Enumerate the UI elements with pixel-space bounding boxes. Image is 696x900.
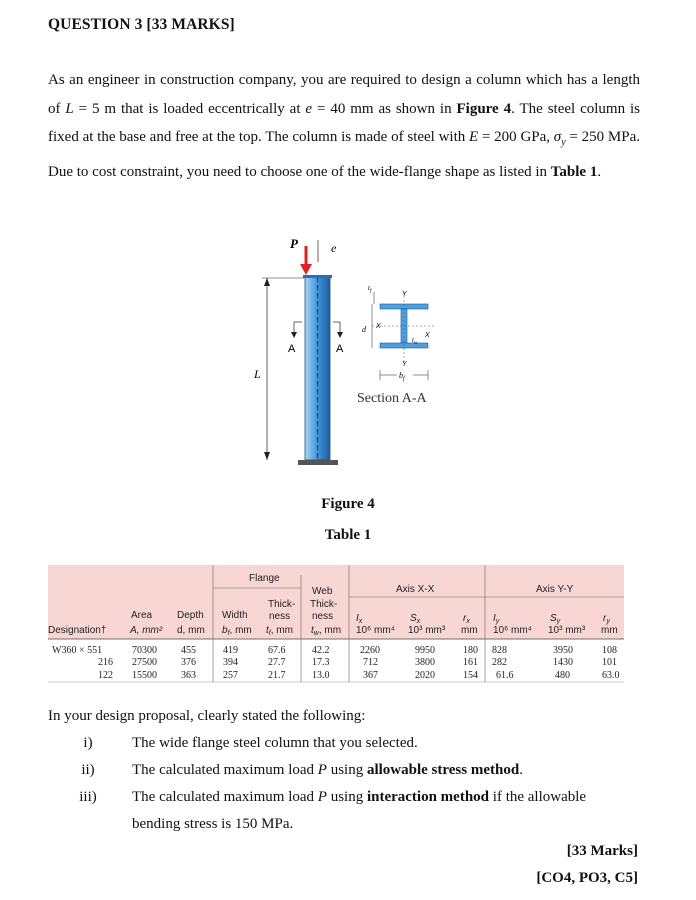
header-sy-unit: 10³ mm³ (548, 625, 586, 636)
statement-text: = 5 m that is loaded eccentrically at (73, 100, 306, 117)
table-graphic (48, 565, 624, 683)
header-flange-thick: Thick- (268, 599, 296, 610)
flange-width-label: $b_f$ (399, 371, 405, 382)
svg-text:154: 154 (463, 670, 478, 681)
header-sx: $S_x$ (410, 613, 421, 625)
length-symbol: L (65, 100, 74, 117)
section-mark-right: A (336, 343, 344, 355)
load-arrow-head (300, 264, 312, 275)
statement-text: = 250 MPa. Due to cost constraint, you need to choose one of the wide-flange shape as listed in (48, 129, 640, 180)
list-text: The calculated maximum load P using allowable stress method. (132, 762, 523, 778)
header-area-unit: A, mm² (130, 625, 163, 636)
svg-text:2020: 2020 (415, 670, 435, 681)
header-web-thick: Thick- (310, 599, 338, 610)
svg-text:363: 363 (181, 670, 196, 681)
web-thickness-label: $t_w$ (412, 336, 418, 346)
header-ry: $r_y$ (603, 613, 610, 625)
header-iy-unit: 10⁶ mm⁴ (493, 625, 532, 636)
length-label: L (254, 367, 261, 381)
svg-text:161: 161 (463, 657, 478, 668)
problem-statement: As an engineer in construction company, you are required to design a column which has a length of L = 5 m that is loaded eccentrically at e = 40 mm as shown in Figure 4. The steel column is fixed at the base and free at the top. The column is made of steel with E = 200 GPa, $\sigma_y = 250$ MPa. Due to cost constraint, you need to choose one of the wide-flange shape as listed in Table 1. (48, 72, 640, 180)
svg-text:15500: 15500 (132, 670, 157, 681)
section-caption: Section A-A (357, 391, 427, 406)
axis-y-bottom: Y (402, 361, 407, 368)
header-width: Width (222, 610, 248, 621)
header-web-thick-unit: $t_w$, mm (311, 625, 342, 637)
column-cap (303, 275, 332, 278)
list-text: The calculated maximum load P using interaction method if the allowable (132, 789, 587, 805)
svg-text:2260: 2260 (360, 645, 380, 656)
header-depth-unit: d, mm (177, 625, 205, 636)
header-flange: Flange (249, 573, 280, 584)
header-designation: Designation† (48, 625, 107, 636)
list-item (48, 762, 648, 782)
fixed-base (298, 460, 338, 465)
svg-text:419: 419 (223, 645, 238, 656)
svg-text:13.0: 13.0 (312, 670, 330, 681)
svg-text:480: 480 (555, 670, 570, 681)
header-depth: Depth (177, 610, 204, 621)
yield-stress-symbol: $\sigma_y$ (553, 129, 566, 149)
list-continuation: bending stress is 150 MPa. (132, 816, 294, 832)
figure-reference: Figure 4 (456, 100, 512, 117)
header-axis-yy: Axis Y-Y (536, 584, 574, 595)
svg-text:61.6: 61.6 (496, 670, 514, 681)
list-number: ii) (81, 762, 95, 778)
svg-text:3950: 3950 (553, 645, 573, 656)
svg-text:27500: 27500 (132, 657, 157, 668)
list-item (48, 735, 648, 755)
table-row (98, 670, 620, 681)
table-reference: Table 1 (550, 163, 598, 180)
axis-x-left: X (376, 323, 381, 330)
section-properties-table (48, 565, 624, 683)
modulus-symbol: E (469, 129, 479, 146)
svg-text:216: 216 (98, 657, 113, 668)
svg-text:27.7: 27.7 (268, 657, 286, 668)
svg-text:W360 × 551: W360 × 551 (52, 645, 103, 656)
svg-text:257: 257 (223, 670, 238, 681)
header-ry-unit: mm (601, 625, 618, 636)
svg-text:70300: 70300 (132, 645, 157, 656)
column-figure (240, 232, 470, 472)
section-mark-left: A (288, 343, 296, 355)
svg-text:21.7: 21.7 (268, 670, 286, 681)
svg-text:42.2: 42.2 (312, 645, 330, 656)
svg-text:455: 455 (181, 645, 196, 656)
svg-text:17.3: 17.3 (312, 657, 330, 668)
load-label: P (290, 236, 298, 251)
axis-y-top: Y (402, 291, 407, 298)
header-sy: $S_y$ (550, 613, 561, 625)
ecc-label: e (331, 241, 337, 255)
table-body (52, 645, 620, 681)
svg-text:394: 394 (223, 657, 238, 668)
header-sx-unit: 10³ mm³ (408, 625, 446, 636)
axis-x-right: X (425, 332, 430, 339)
svg-text:376: 376 (181, 657, 196, 668)
header-width-unit: $b_f$, mm (222, 625, 252, 637)
figure-caption: Figure 4 (321, 496, 375, 512)
flange-thickness-label: $t_f$ (368, 284, 372, 294)
table-caption: Table 1 (324, 527, 372, 543)
statement-text: . The steel column is fixed at the base and free at the top. The column is made of steel with (48, 100, 640, 146)
list-text: The wide flange steel column that you selected. (132, 735, 418, 751)
header-web: Web (312, 586, 333, 597)
header-flange-ness: ness (269, 611, 291, 622)
svg-text:367: 367 (363, 670, 378, 681)
svg-text:108: 108 (602, 645, 617, 656)
svg-text:3800: 3800 (415, 657, 435, 668)
statement-text: = 40 mm as shown in (312, 100, 457, 117)
svg-text:1430: 1430 (553, 657, 573, 668)
header-flange-thick-unit: $t_f$, mm (266, 625, 293, 637)
svg-text:180: 180 (463, 645, 478, 656)
depth-label: d (362, 325, 366, 334)
list-item (48, 789, 648, 809)
svg-text:282: 282 (492, 657, 507, 668)
svg-text:63.0: 63.0 (602, 670, 620, 681)
svg-text:9950: 9950 (415, 645, 435, 656)
question-title: QUESTION 3 [33 MARKS] (48, 16, 235, 33)
course-outcomes: [CO4, PO3, C5] (536, 870, 638, 886)
table-row (98, 657, 617, 668)
list-number: i) (83, 735, 93, 751)
svg-text:712: 712 (363, 657, 378, 668)
header-axis-xx: Axis X-X (396, 584, 435, 595)
statement-text: As an engineer in construction company, you are required to design a column which has a length of (48, 72, 640, 117)
svg-text:67.6: 67.6 (268, 645, 286, 656)
svg-text:122: 122 (98, 670, 113, 681)
eccentricity-symbol: e (305, 100, 313, 117)
list-number: iii) (79, 789, 97, 805)
marks-label: [33 Marks] (566, 843, 638, 859)
header-rx: $r_x$ (463, 613, 470, 625)
table-row (52, 645, 617, 656)
statement-text: = 200 GPa, (478, 129, 554, 146)
tasks-intro: In your design proposal, clearly stated the following: (48, 708, 366, 724)
header-ix-unit: 10⁶ mm⁴ (356, 625, 395, 636)
svg-text:828: 828 (492, 645, 507, 656)
header-area: Area (131, 610, 153, 621)
header-iy: $I_y$ (493, 613, 500, 625)
header-rx-unit: mm (461, 625, 478, 636)
svg-text:101: 101 (602, 657, 617, 668)
header-web-ness: ness (312, 611, 334, 622)
header-ix: $I_x$ (356, 613, 363, 625)
